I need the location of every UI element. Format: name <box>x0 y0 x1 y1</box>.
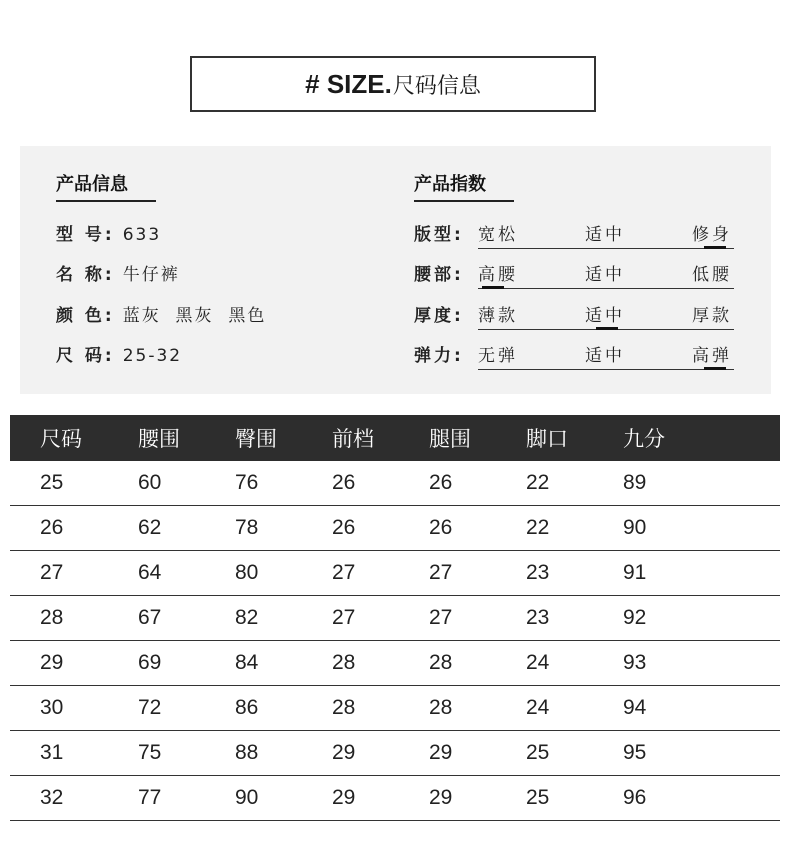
product-index-heading: 产品指数 <box>414 170 486 196</box>
col-header-thigh: 腿围 <box>429 427 471 451</box>
table-cell: 27 <box>429 551 526 596</box>
index-option: 高弹 <box>692 346 732 366</box>
table-cell: 28 <box>429 686 526 731</box>
table-cell: 75 <box>138 731 235 776</box>
table-cell: 23 <box>526 596 623 641</box>
table-cell: 96 <box>623 776 780 821</box>
table-cell: 82 <box>235 596 332 641</box>
index-option: 适中 <box>585 225 625 245</box>
table-row <box>10 596 780 641</box>
index-key: 版型: <box>414 225 464 245</box>
table-cell: 26 <box>429 461 526 506</box>
spec-value: 蓝灰 黑灰 黑色 <box>122 306 267 326</box>
index-option: 修身 <box>692 225 732 245</box>
spec-value: 25-32 <box>122 346 183 366</box>
spec-key: 型 号: <box>56 225 115 245</box>
size-title-box <box>190 56 596 112</box>
table-cell: 26 <box>429 506 526 551</box>
table-cell: 27 <box>332 596 429 641</box>
col-header-hip: 臀围 <box>235 427 277 451</box>
table-row <box>10 461 780 506</box>
table-cell: 60 <box>138 461 235 506</box>
index-option: 高腰 <box>478 265 518 285</box>
size-table <box>10 415 780 821</box>
table-cell: 90 <box>235 776 332 821</box>
col-header-cropped-length: 九分 <box>623 427 665 451</box>
table-row <box>10 506 780 551</box>
index-selected-marker <box>704 246 726 249</box>
index-option: 薄款 <box>478 306 518 326</box>
table-cell: 72 <box>138 686 235 731</box>
index-option: 适中 <box>585 265 625 285</box>
index-row-elasticity <box>414 341 736 371</box>
index-option: 无弹 <box>478 346 518 366</box>
table-cell: 29 <box>10 641 138 686</box>
table-cell: 89 <box>623 461 780 506</box>
table-cell: 62 <box>138 506 235 551</box>
table-cell: 76 <box>235 461 332 506</box>
table-cell: 90 <box>623 506 780 551</box>
table-cell: 28 <box>10 596 138 641</box>
table-cell: 26 <box>332 461 429 506</box>
col-header-front-rise: 前档 <box>332 427 374 451</box>
spec-row-color <box>56 301 266 326</box>
table-cell: 77 <box>138 776 235 821</box>
index-key: 厚度: <box>414 306 464 326</box>
table-cell: 29 <box>429 731 526 776</box>
table-row <box>10 776 780 821</box>
table-cell: 28 <box>332 641 429 686</box>
size-title-en: # SIZE. <box>305 68 392 99</box>
table-cell: 84 <box>235 641 332 686</box>
index-option: 适中 <box>585 306 625 326</box>
index-selected-marker <box>482 286 504 289</box>
table-cell: 22 <box>526 461 623 506</box>
table-cell: 91 <box>623 551 780 596</box>
index-scale-line <box>478 248 734 249</box>
table-cell: 30 <box>10 686 138 731</box>
table-cell: 86 <box>235 686 332 731</box>
index-option: 适中 <box>585 346 625 366</box>
index-option: 厚款 <box>692 306 732 326</box>
table-cell: 32 <box>10 776 138 821</box>
table-cell: 80 <box>235 551 332 596</box>
table-cell: 26 <box>332 506 429 551</box>
spec-key: 颜 色: <box>56 306 115 326</box>
table-cell: 95 <box>623 731 780 776</box>
table-cell: 26 <box>10 506 138 551</box>
table-cell: 24 <box>526 686 623 731</box>
spec-value: 牛仔裤 <box>122 265 180 285</box>
table-cell: 67 <box>138 596 235 641</box>
table-cell: 88 <box>235 731 332 776</box>
table-row <box>10 731 780 776</box>
table-cell: 29 <box>429 776 526 821</box>
spec-key: 名 称: <box>56 265 115 285</box>
table-cell: 92 <box>623 596 780 641</box>
table-cell: 22 <box>526 506 623 551</box>
table-cell: 28 <box>332 686 429 731</box>
index-option: 宽松 <box>478 225 518 245</box>
index-scale-line <box>478 369 734 370</box>
table-cell: 29 <box>332 731 429 776</box>
col-header-waist: 腰围 <box>138 427 180 451</box>
index-scale-line <box>478 288 734 289</box>
table-cell: 25 <box>526 731 623 776</box>
index-row-thickness <box>414 301 736 331</box>
index-key: 弹力: <box>414 346 464 366</box>
size-table-header <box>10 415 780 461</box>
table-row <box>10 641 780 686</box>
product-info-panel <box>20 146 771 394</box>
index-selected-marker <box>704 367 726 370</box>
index-selected-marker <box>596 327 618 330</box>
spec-row-size <box>56 341 182 366</box>
table-cell: 94 <box>623 686 780 731</box>
spec-row-name <box>56 260 180 285</box>
index-row-fit <box>414 220 736 250</box>
table-cell: 28 <box>429 641 526 686</box>
index-option: 低腰 <box>692 265 732 285</box>
table-row <box>10 551 780 596</box>
product-info-heading: 产品信息 <box>56 170 128 196</box>
spec-value: 633 <box>122 225 162 245</box>
table-cell: 78 <box>235 506 332 551</box>
table-cell: 69 <box>138 641 235 686</box>
table-row <box>10 686 780 731</box>
spec-row-model <box>56 220 161 245</box>
table-cell: 27 <box>10 551 138 596</box>
table-cell: 31 <box>10 731 138 776</box>
table-cell: 29 <box>332 776 429 821</box>
size-title-cn: 尺码信息 <box>392 73 481 99</box>
table-cell: 93 <box>623 641 780 686</box>
index-row-waist <box>414 260 736 290</box>
col-header-leg-opening: 脚口 <box>526 427 568 451</box>
table-cell: 27 <box>332 551 429 596</box>
table-cell: 27 <box>429 596 526 641</box>
table-cell: 64 <box>138 551 235 596</box>
table-cell: 25 <box>10 461 138 506</box>
table-cell: 25 <box>526 776 623 821</box>
col-header-size: 尺码 <box>40 427 82 451</box>
table-cell: 24 <box>526 641 623 686</box>
spec-key: 尺 码: <box>56 346 115 366</box>
index-key: 腰部: <box>414 265 464 285</box>
table-cell: 23 <box>526 551 623 596</box>
